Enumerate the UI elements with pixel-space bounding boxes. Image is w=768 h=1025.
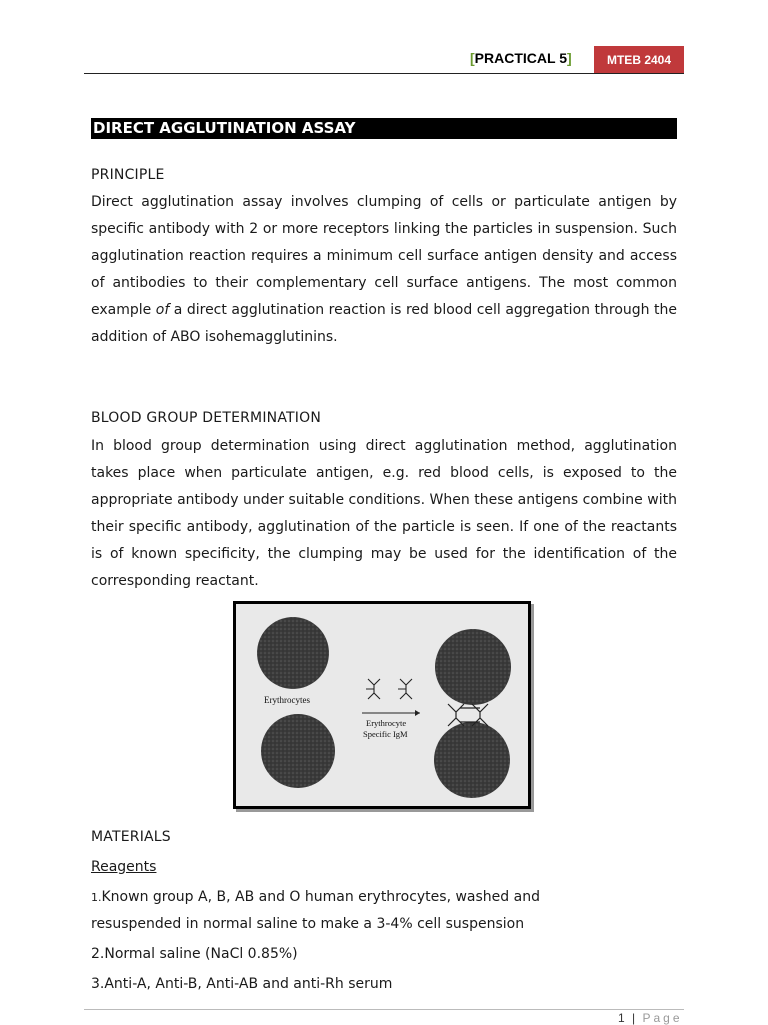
page-number: 1	[618, 1011, 627, 1025]
arrow-label-line2: Specific IgM	[363, 729, 408, 739]
erythrocyte-top-left	[257, 617, 329, 689]
practical-label	[470, 50, 572, 66]
header-divider	[84, 73, 684, 74]
list-number: 2.	[91, 946, 105, 962]
agglutinated-erythrocyte-bottom	[434, 722, 510, 798]
reagents-subheading: Reagents	[91, 859, 157, 875]
list-text: Anti-A, Anti-B, Anti-AB and anti-Rh serum	[104, 976, 393, 992]
principle-text-end: a direct agglutination reaction is red blood cell aggregation through the addition of ABO isohemagglutinins.	[91, 302, 677, 345]
course-code-badge: MTEB 2404	[594, 46, 684, 74]
bracket-close: ]	[566, 50, 572, 66]
bracket-open: [	[470, 50, 475, 66]
principle-paragraph	[91, 189, 677, 351]
arrow-label-line1: Erythrocyte	[366, 718, 407, 728]
blood-group-paragraph: In blood group determination using direct agglutination method, agglutination takes place when particulate antigen, e.g. red blood cells, is exposed to the appropriate antibody under suitable conditions. When these antigens combine with their specific antibody, agglutination of the particle is seen. If one of the reactants is of known specificity, the clumping may be used for the identification of the corresponding reactant.	[91, 438, 677, 589]
principle-text-italic: of	[155, 302, 170, 318]
list-item	[91, 884, 681, 911]
arrow-head-icon	[415, 710, 420, 716]
principle-heading: PRINCIPLE	[91, 167, 165, 183]
igm-antibody-icon	[366, 679, 412, 699]
page-footer	[618, 1011, 683, 1025]
agglutination-figure	[233, 601, 531, 809]
agglutinated-erythrocyte-top	[435, 629, 511, 705]
page-word: Page	[642, 1011, 683, 1025]
erythrocyte-bottom-left	[261, 714, 335, 788]
list-item-continuation	[91, 911, 681, 938]
list-text: resuspended in normal saline to make a 3-4% cell suspension	[91, 916, 525, 932]
list-item	[91, 941, 681, 968]
page-separator: |	[632, 1011, 638, 1025]
list-text: Normal saline (NaCl 0.85%)	[104, 946, 298, 962]
footer-divider	[84, 1009, 684, 1010]
principle-text-start: Direct agglutination assay involves clumping of cells or particulate antigen by specific antibody with 2 or more receptors linking the particles in suspension. Such agglutination reaction requires a minimum cell surface antigen density and access of antibodies to their complementary cell surface antigens. The most common example	[91, 194, 677, 318]
agglutination-diagram	[236, 604, 528, 806]
list-number: 1.	[91, 891, 102, 904]
blood-group-heading: BLOOD GROUP DETERMINATION	[91, 410, 322, 426]
list-text: Known group A, B, AB and O human erythrocytes, washed and	[101, 889, 540, 905]
materials-heading: MATERIALS	[91, 829, 171, 845]
list-number: 3.	[91, 976, 105, 992]
page-title: DIRECT AGGLUTINATION ASSAY	[91, 118, 677, 139]
erythrocytes-label: Erythrocytes	[264, 695, 310, 705]
practical-title: PRACTICAL 5	[474, 50, 567, 66]
list-item	[91, 971, 681, 998]
